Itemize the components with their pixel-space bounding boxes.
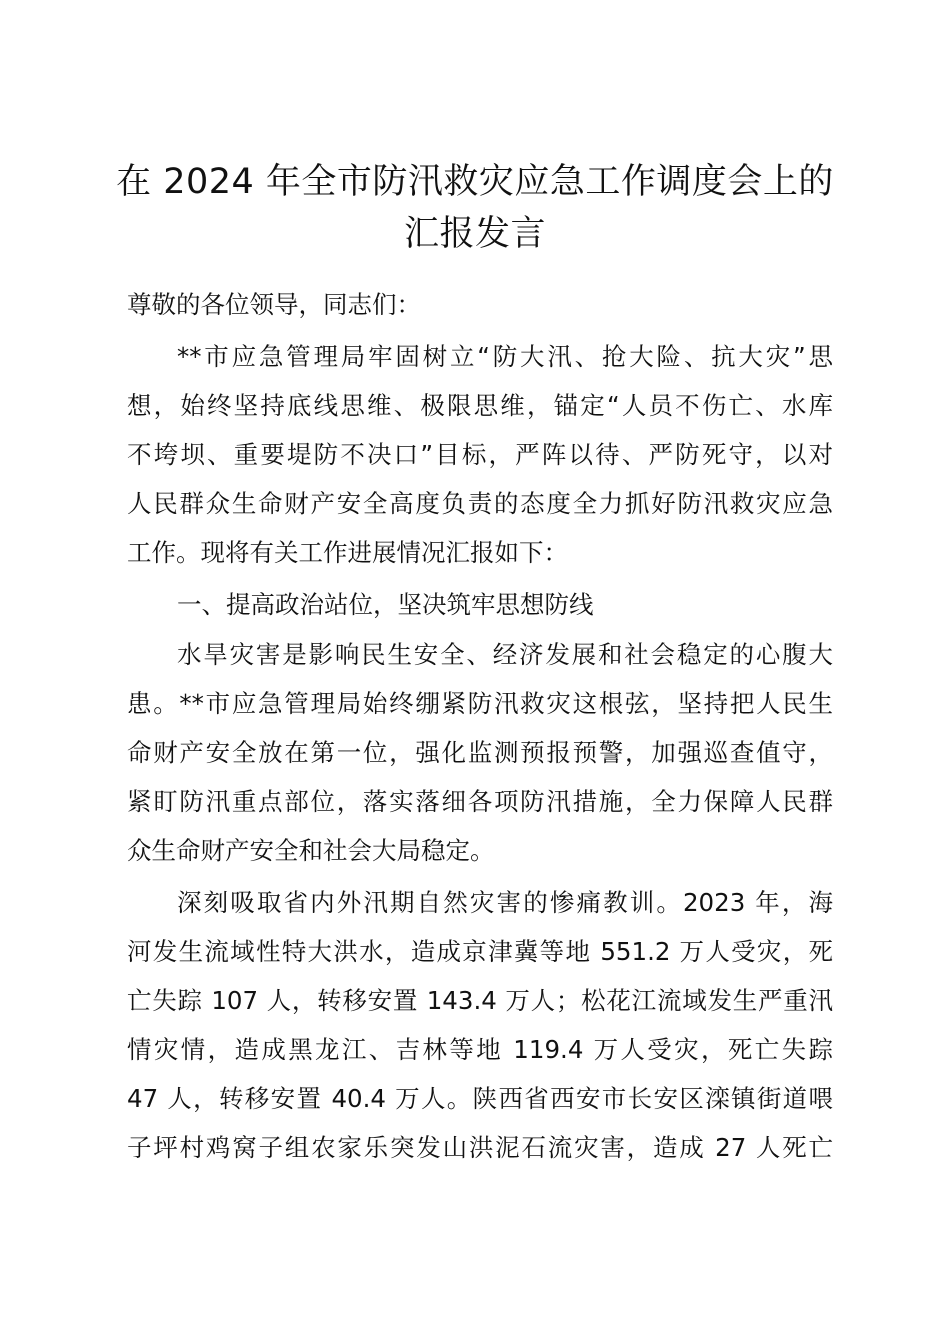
paragraph-1-line-5: 工作。现将有关工作进展情况汇报如下： (127, 538, 568, 567)
paragraph-2-line-5: 众生命财产安全和社会大局稳定。 (127, 836, 495, 865)
paragraph-3-line-2: 河发生流域性特大洪水，造成京津冀等地 551.2 万人受灾，死 (127, 937, 833, 966)
paragraph-3-line-1: 深刻吸取省内外汛期自然灾害的惨痛教训。2023 年，海 (177, 888, 833, 917)
paragraph-3-line-4: 情灾情，造成黑龙江、吉林等地 119.4 万人受灾，死亡失踪 (127, 1035, 833, 1064)
paragraph-3-line-5: 47 人，转移安置 40.4 万人。陕西省西安市长安区滦镇街道喂 (127, 1084, 833, 1113)
paragraph-2-line-3: 命财产安全放在第一位，强化监测预报预警，加强巡查值守， (127, 738, 833, 767)
paragraph-1-line-4: 人民群众生命财产安全高度负责的态度全力抓好防汛救灾应急 (127, 489, 833, 518)
paragraph-3-line-3: 亡失踪 107 人，转移安置 143.4 万人；松花江流域发生严重汛 (127, 986, 833, 1015)
paragraph-2-line-1: 水旱灾害是影响民生安全、经济发展和社会稳定的心腹大 (177, 640, 833, 669)
paragraph-1-line-1: **市应急管理局牢固树立“防大汛、抢大险、抗大灾”思 (177, 342, 833, 371)
salutation: 尊敬的各位领导，同志们： (127, 290, 421, 319)
document-title-line-2: 汇报发言 (403, 214, 546, 254)
section-1-heading: 一、提高政治站位，坚决筑牢思想防线 (177, 590, 594, 619)
paragraph-2-line-2: 患。**市应急管理局始终绷紧防汛救灾这根弦，坚持把人民生 (127, 689, 833, 718)
document-title-line-1: 在 2024 年全市防汛救灾应急工作调度会上的 (116, 162, 834, 202)
paragraph-1-line-2: 想，始终坚持底线思维、极限思维，锚定“人员不伤亡、水库 (127, 391, 833, 420)
paragraph-1-line-3: 不垮坝、重要堤防不决口”目标，严阵以待、严防死守，以对 (127, 440, 833, 469)
paragraph-2-line-4: 紧盯防汛重点部位，落实落细各项防汛措施，全力保障人民群 (127, 787, 833, 816)
paragraph-3-line-6: 子坪村鸡窝子组农家乐突发山洪泥石流灾害，造成 27 人死亡 (127, 1133, 833, 1162)
